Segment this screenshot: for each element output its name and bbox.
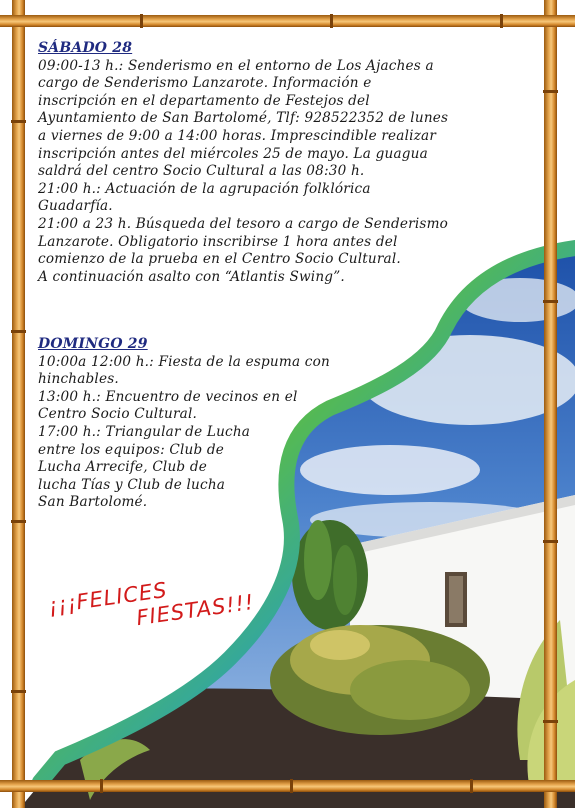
sunday-line: 10:00a 12:00 h.: Fiesta de la espuma con xyxy=(38,353,330,370)
saturday-line: saldrá del centro Socio Cultural a las 08:30 h. xyxy=(38,163,365,180)
saturday-line: cargo de Senderismo Lanzarote. Información e xyxy=(38,75,372,92)
saturday-line: Guadarfía. xyxy=(38,198,113,215)
saturday-line: a viernes de 9:00 a 14:00 horas. Imprescindible realizar xyxy=(38,127,437,144)
greeting-felices: ¡¡¡FELICES xyxy=(46,577,169,619)
saturday-line: comienzo de la prueba en el Centro Socio Cultural. xyxy=(38,251,401,268)
bamboo-frame-left xyxy=(12,0,25,808)
saturday-line: Ayuntamiento de San Bartolomé, Tlf: 928522352 de lunes xyxy=(38,110,449,127)
sunday-line: Centro Socio Cultural. xyxy=(38,406,198,423)
sunday-line: hinchables. xyxy=(38,371,119,388)
saturday-line: 21:00 h.: Actuación de la agrupación folklórica xyxy=(38,180,371,197)
saturday-line: 21:00 a 23 h. Búsqueda del tesoro a cargo de Senderismo xyxy=(38,215,449,232)
sunday-line: entre los equipos: Club de xyxy=(38,441,225,458)
saturday-line: A continuación asalto con “Atlantis Swing”. xyxy=(38,268,345,285)
sunday-line: lucha Tías y Club de lucha xyxy=(38,476,226,493)
sunday-line: San Bartolomé. xyxy=(38,494,148,511)
saturday-section xyxy=(38,40,530,286)
saturday-line: Lanzarote. Obligatorio inscribirse 1 hora antes del xyxy=(38,233,398,250)
saturday-heading: SÁBADO 28 xyxy=(38,40,133,56)
saturday-line: inscripción antes del miércoles 25 de mayo. La guagua xyxy=(38,145,428,162)
bamboo-frame-right xyxy=(544,0,557,808)
sunday-heading: DOMINGO 29 xyxy=(38,336,148,352)
sunday-line: 17:00 h.: Triangular de Lucha xyxy=(38,423,251,440)
bamboo-frame-bottom xyxy=(0,780,575,792)
saturday-line: 09:00-13 h.: Senderismo en el entorno de Los Ajaches a xyxy=(38,57,434,74)
bamboo-frame-top xyxy=(0,15,575,27)
greeting-fiestas: FIESTAS!!! xyxy=(134,589,256,631)
sunday-section xyxy=(38,336,530,512)
sunday-line: 13:00 h.: Encuentro de vecinos en el xyxy=(38,388,298,405)
saturday-line: inscripción en el departamento de Festejos del xyxy=(38,92,370,109)
sunday-line: Lucha Arrecife, Club de xyxy=(38,459,207,476)
